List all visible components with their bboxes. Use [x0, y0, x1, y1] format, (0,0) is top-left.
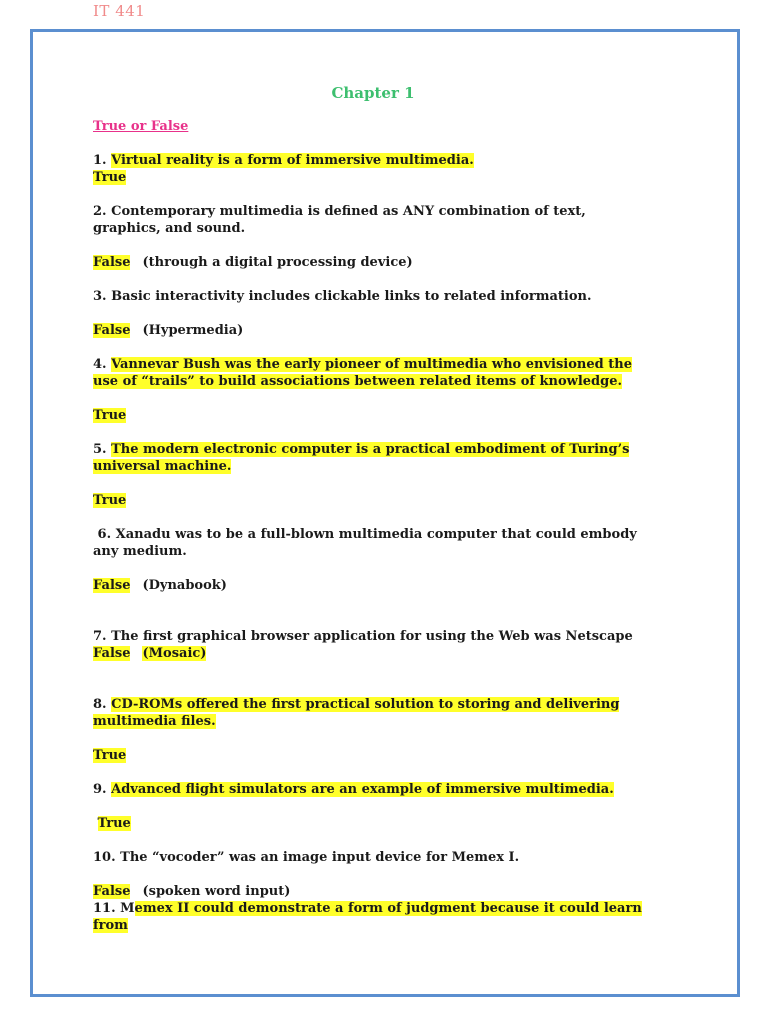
- question-text: The first graphical browser application for using the Web was Netscape: [111, 629, 633, 644]
- question-number: 5.: [93, 442, 107, 457]
- question-text: Advanced flight simulators are an example of immersive multimedia.: [111, 782, 614, 797]
- question-text-highlighted: CD-ROMs offered the first practical solution to storing: [111, 697, 511, 712]
- question-text: The modern electronic computer is a practical embodiment of Turing’s universal machine.: [93, 442, 630, 474]
- question-4: [93, 356, 653, 390]
- question-6: [93, 526, 653, 560]
- question-number: 4.: [93, 357, 107, 372]
- question-1: [93, 152, 653, 169]
- question-text: Xanadu was to be a full-blown multimedia computer that could embody any medium.: [93, 527, 637, 559]
- question-8: [93, 696, 653, 730]
- document-header-label: IT 441: [93, 2, 146, 20]
- answer-7: False: [93, 646, 131, 661]
- question-5: [93, 441, 653, 475]
- question-11: [93, 900, 653, 934]
- answer-5: True: [93, 493, 127, 508]
- answer-2: False: [93, 255, 131, 270]
- answer-10: False: [93, 884, 131, 899]
- question-number: 6.: [97, 527, 112, 542]
- question-number: 1.: [93, 153, 107, 168]
- question-number: 10.: [93, 850, 116, 865]
- question-number: 7.: [93, 629, 107, 644]
- answer-note-2: (through a digital processing device): [142, 255, 413, 270]
- question-text-plain: M: [120, 901, 135, 916]
- question-text: The “vocoder” was an image input device for Memex I.: [120, 850, 520, 865]
- question-number: 3.: [93, 289, 107, 304]
- question-text: Vannevar Bush was the early pioneer of multimedia who envisioned the use of “trails” to build associations between related items of knowledge.: [93, 357, 632, 389]
- answer-1: True: [93, 170, 127, 185]
- question-number: 11.: [93, 901, 116, 916]
- question-10: [93, 849, 653, 866]
- question-3: [93, 288, 653, 305]
- question-9: [93, 781, 653, 798]
- answer-note-3: (Hypermedia): [142, 323, 244, 338]
- document-body: [93, 85, 653, 934]
- question-text: Contemporary multimedia is defined as ANY combination of text, graphics, and sound.: [93, 204, 586, 236]
- question-text-rest: and delivering multimedia files.: [93, 697, 620, 729]
- question-number: 8.: [93, 697, 107, 712]
- answer-3: False: [93, 323, 131, 338]
- question-text: Basic interactivity includes clickable links to related information.: [111, 289, 592, 304]
- section-title: True or False: [93, 119, 189, 134]
- question-2: [93, 203, 653, 237]
- chapter-title: Chapter 1: [331, 84, 415, 102]
- question-text: Virtual reality is a form of immersive multimedia.: [111, 153, 474, 168]
- answer-6: False: [93, 578, 131, 593]
- question-number: 2.: [93, 204, 107, 219]
- question-7: [93, 628, 653, 645]
- question-text-highlighted: emex II could demonstrate a form of judgment because it could learn from: [93, 901, 642, 933]
- answer-9: True: [97, 816, 131, 831]
- answer-note-10: (spoken word input): [142, 884, 291, 899]
- answer-note-6: (Dynabook): [142, 578, 227, 593]
- answer-4: True: [93, 408, 127, 423]
- question-number: 9.: [93, 782, 107, 797]
- answer-8: True: [93, 748, 127, 763]
- answer-note-7: (Mosaic): [142, 646, 207, 661]
